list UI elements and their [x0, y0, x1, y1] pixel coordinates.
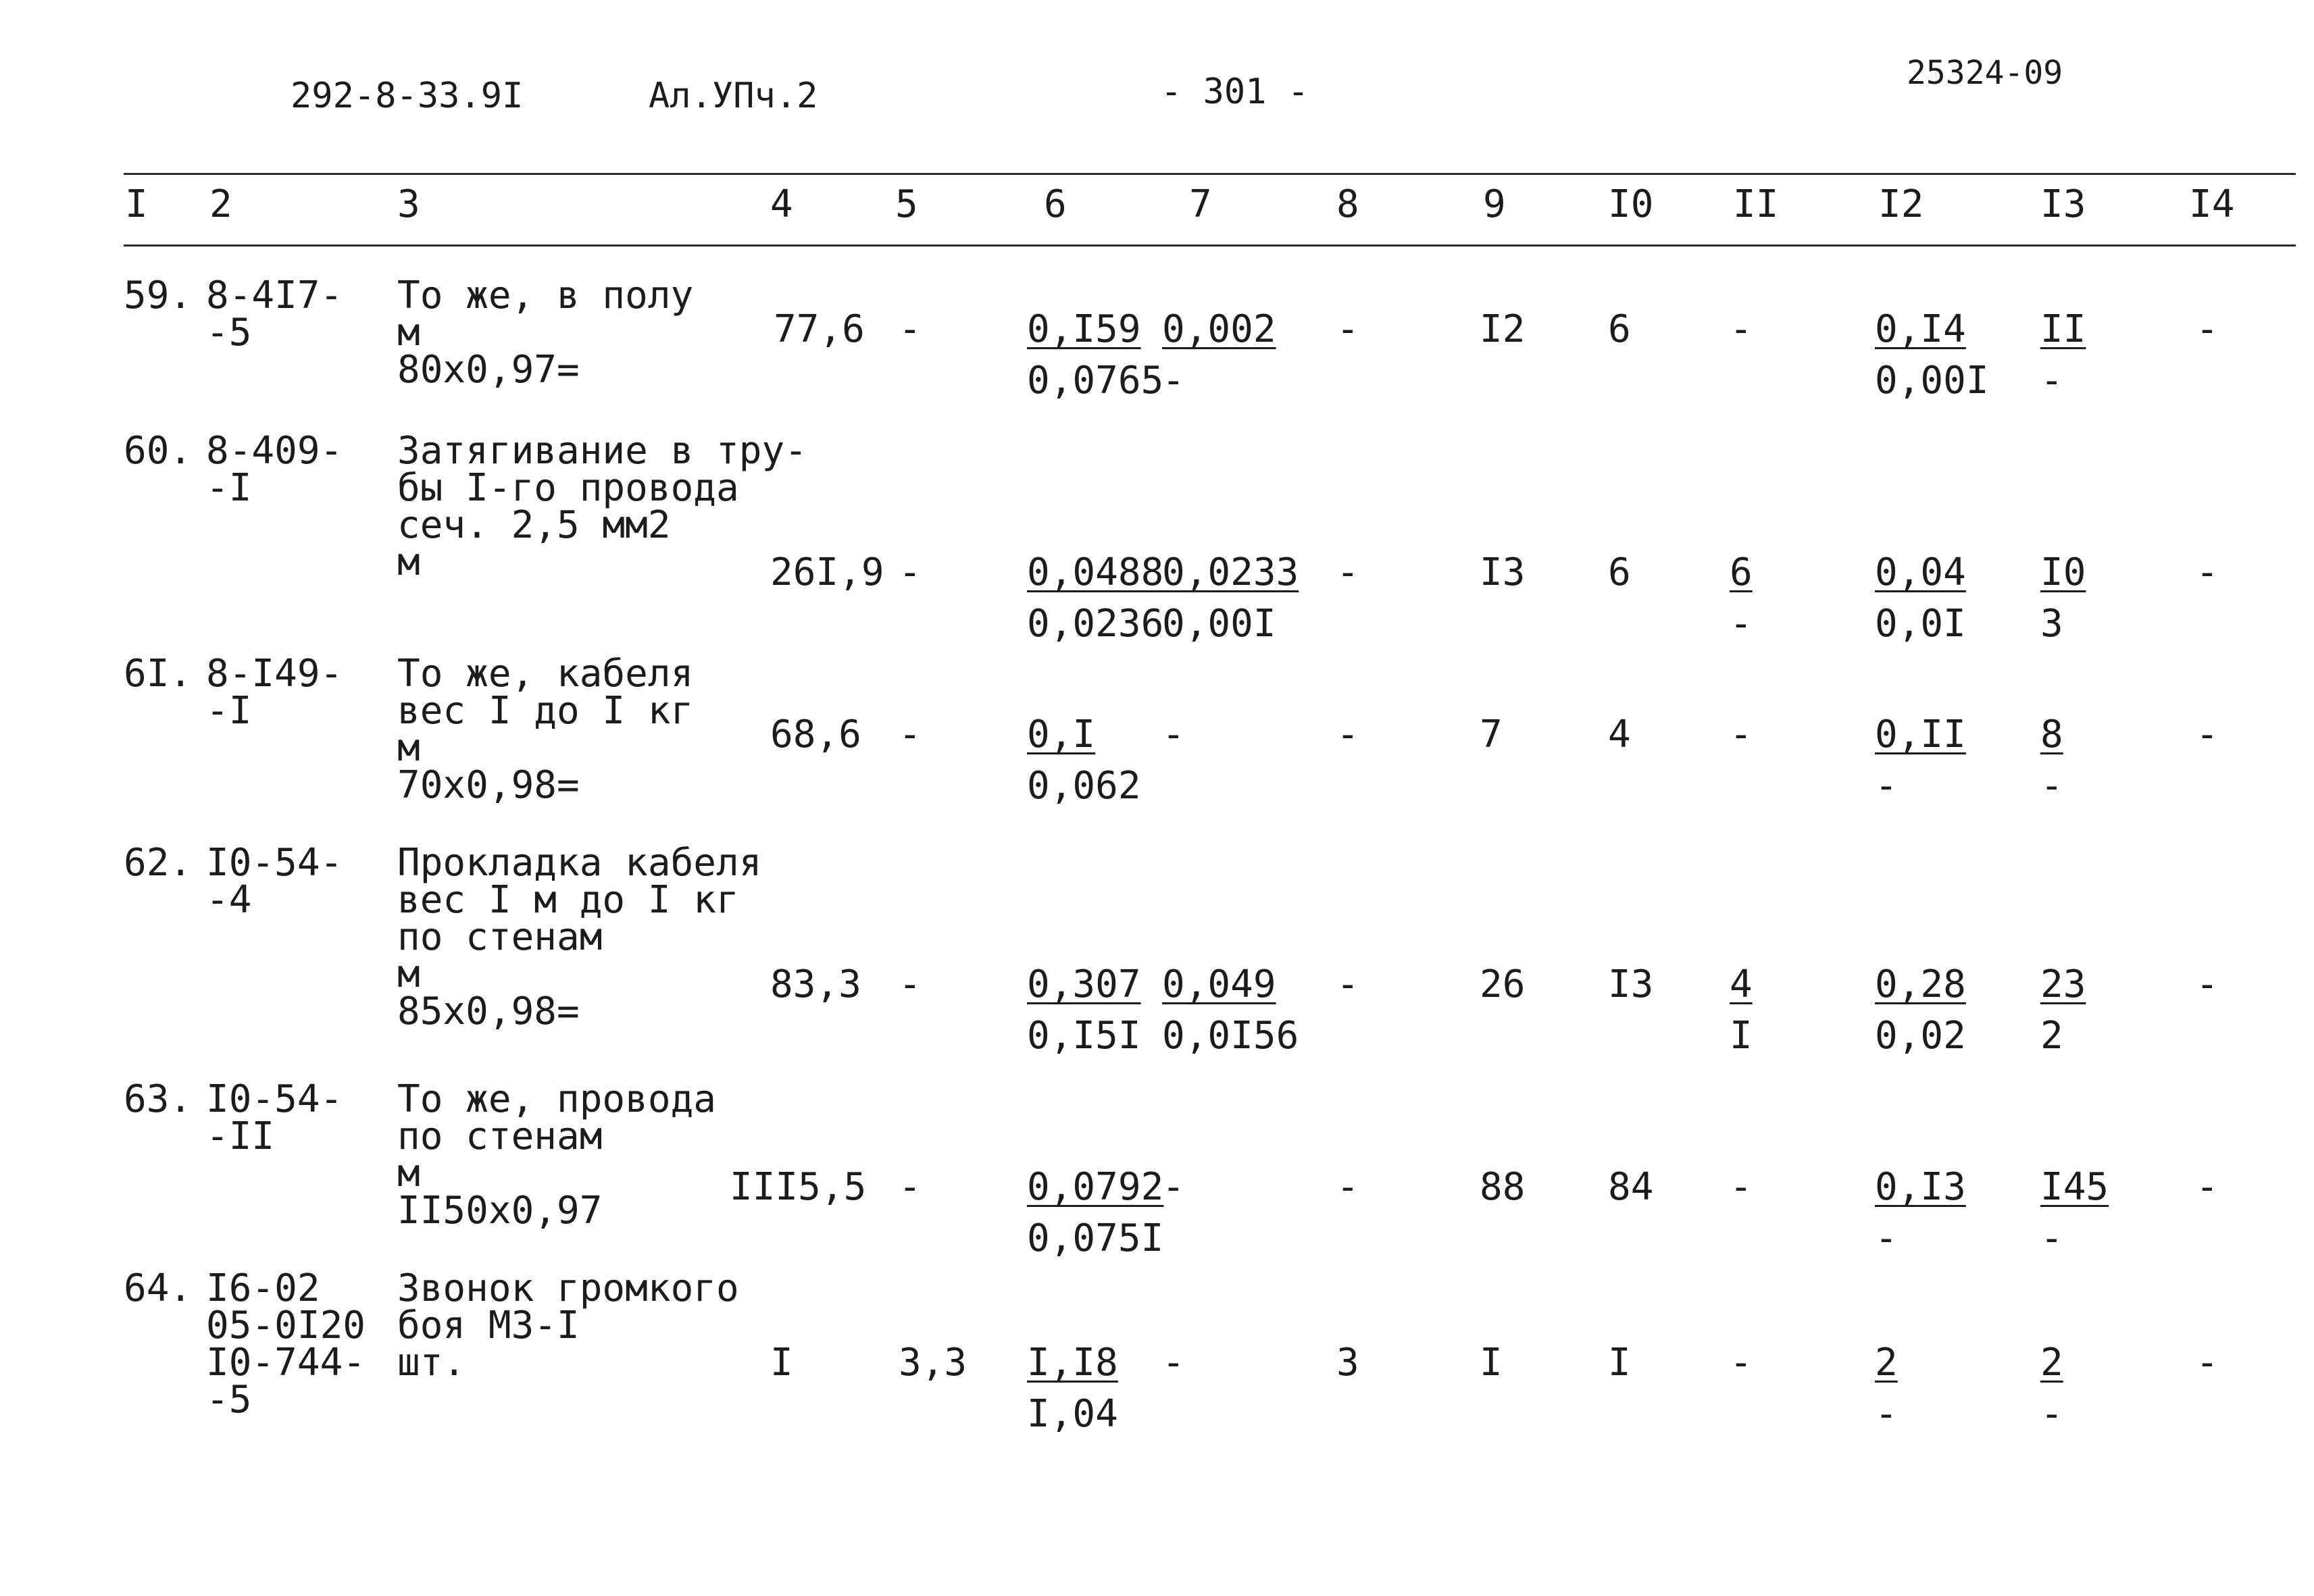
cell-col-7-top: 0,002 — [1162, 307, 1276, 351]
cell-col-10: 6 — [1608, 307, 1631, 351]
cell-col-12-bottom: - — [1875, 1216, 1898, 1260]
cell-col-11-top: - — [1730, 713, 1753, 756]
cell-col-10: 6 — [1608, 550, 1631, 594]
cell-col-11-bottom: I — [1730, 1014, 1753, 1058]
cell-col-12-top: 2 — [1875, 1341, 1898, 1385]
work-description: То же, в полу м 80х0,97= — [397, 274, 694, 392]
cell-col-9: I3 — [1480, 550, 1526, 594]
cell-col-11-bottom: - — [1730, 602, 1753, 646]
cell-col-13-top: I45 — [2040, 1165, 2109, 1209]
quantity: I — [770, 1341, 793, 1385]
cell-col-8: - — [1336, 713, 1359, 756]
cell-col-14: - — [2196, 1341, 2219, 1385]
cell-col-13-bottom: 2 — [2040, 1014, 2063, 1058]
cell-col-13-bottom: - — [2040, 359, 2063, 403]
quantity: 83,3 — [770, 962, 861, 1006]
cell-col-12-top: 0,II — [1875, 713, 1966, 756]
cell-col-7-top: 0,0233 — [1162, 550, 1299, 594]
cell-col-6-bottom: 0,075I — [1027, 1216, 1164, 1260]
cell-col-12-top: 0,28 — [1875, 962, 1966, 1006]
document-code: 292-8-33.9I — [291, 76, 524, 116]
cell-col-5: - — [899, 550, 922, 594]
rate-code: 8-409- -I — [206, 429, 343, 510]
cell-col-12-top: 0,I4 — [1875, 307, 1966, 351]
cell-col-13-bottom: 3 — [2040, 602, 2063, 646]
work-description: Прокладка кабеля вес I м до I кг по стенам м 85х0,98= — [397, 841, 762, 1033]
cell-col-13-bottom: - — [2040, 764, 2063, 808]
cell-col-6-top: 0,I — [1027, 713, 1096, 756]
cell-col-7-bottom: 0,00I — [1162, 602, 1276, 646]
work-description: То же, провода по стенам м II50х0,97 — [397, 1077, 717, 1233]
cell-col-14: - — [2196, 1165, 2219, 1209]
cell-col-9: 88 — [1480, 1165, 1526, 1209]
table-top-rule — [124, 173, 2296, 175]
cell-col-13-top: I0 — [2040, 550, 2086, 594]
column-header-13: I3 — [2040, 182, 2086, 226]
column-header-8: 8 — [1336, 182, 1359, 226]
cell-col-12-bottom: 0,0I — [1875, 602, 1966, 646]
table-header-rule — [124, 244, 2296, 247]
cell-col-10: 4 — [1608, 713, 1631, 756]
cell-col-11-top: 4 — [1730, 962, 1753, 1006]
cell-col-13-top: 8 — [2040, 713, 2063, 756]
cell-col-10: I — [1608, 1341, 1631, 1385]
cell-col-14: - — [2196, 962, 2219, 1006]
cell-col-6-top: 0,0792 — [1027, 1165, 1164, 1209]
cell-col-10: I3 — [1608, 962, 1654, 1006]
column-header-12: I2 — [1878, 182, 1924, 226]
cell-col-7-top: - — [1162, 713, 1185, 756]
cell-col-6-bottom: I,04 — [1027, 1392, 1118, 1436]
work-description: Затягивание в тру- бы I-го провода сеч. 2,5 мм2 м — [397, 429, 807, 584]
cell-col-12-top: 0,I3 — [1875, 1165, 1966, 1209]
cell-col-8: - — [1336, 550, 1359, 594]
row-number: 63. — [124, 1077, 193, 1121]
cell-col-12-top: 0,04 — [1875, 550, 1966, 594]
quantity: III5,5 — [730, 1165, 867, 1209]
cell-col-13-bottom: - — [2040, 1392, 2063, 1436]
column-header-11: II — [1733, 182, 1779, 226]
cell-col-7-top: - — [1162, 1341, 1185, 1385]
cell-col-6-bottom: 0,0765 — [1027, 359, 1164, 403]
album-reference: Ал.УПч.2 — [649, 76, 818, 116]
cell-col-9: I2 — [1480, 307, 1526, 351]
work-description: Звонок громкого боя МЗ-I шт. — [397, 1266, 739, 1385]
cell-col-13-top: 2 — [2040, 1341, 2063, 1385]
cell-col-6-top: I,I8 — [1027, 1341, 1118, 1385]
row-number: 59. — [124, 274, 193, 317]
column-header-2: 2 — [209, 182, 232, 226]
cell-col-9: 7 — [1480, 713, 1503, 756]
column-header-3: 3 — [397, 182, 420, 226]
cell-col-14: - — [2196, 550, 2219, 594]
cell-col-6-top: 0,307 — [1027, 962, 1141, 1006]
column-header-6: 6 — [1044, 182, 1067, 226]
column-header-9: 9 — [1483, 182, 1506, 226]
cell-col-13-bottom: - — [2040, 1216, 2063, 1260]
page-number: - 301 - — [1161, 72, 1309, 112]
rate-code: 8-4I7- -5 — [206, 274, 343, 355]
cell-col-8: - — [1336, 962, 1359, 1006]
cell-col-12-bottom: - — [1875, 764, 1898, 808]
cell-col-6-bottom: 0,062 — [1027, 764, 1141, 808]
cell-col-7-top: 0,049 — [1162, 962, 1276, 1006]
column-header-4: 4 — [770, 182, 793, 226]
cell-col-7-bottom: - — [1162, 359, 1185, 403]
cell-col-11-top: - — [1730, 1341, 1753, 1385]
column-header-7: 7 — [1189, 182, 1212, 226]
row-number: 64. — [124, 1266, 193, 1310]
cell-col-6-top: 0,I59 — [1027, 307, 1141, 351]
rate-code: 8-I49- -I — [206, 652, 343, 733]
cell-col-9: 26 — [1480, 962, 1526, 1006]
cell-col-5: 3,3 — [899, 1341, 967, 1385]
row-number: 6I. — [124, 652, 193, 696]
cell-col-11-top: - — [1730, 1165, 1753, 1209]
rate-code: I6-02 05-0I20 I0-744- -5 — [206, 1266, 366, 1422]
cell-col-5: - — [899, 1165, 922, 1209]
column-header-10: I0 — [1608, 182, 1654, 226]
cell-col-9: I — [1480, 1341, 1503, 1385]
cell-col-6-bottom: 0,0236 — [1027, 602, 1164, 646]
cell-col-13-top: 23 — [2040, 962, 2086, 1006]
cell-col-10: 84 — [1608, 1165, 1654, 1209]
quantity: 26I,9 — [770, 550, 884, 594]
cell-col-6-bottom: 0,I5I — [1027, 1014, 1141, 1058]
cell-col-11-top: 6 — [1730, 550, 1753, 594]
cell-col-12-bottom: 0,00I — [1875, 359, 1989, 403]
cell-col-12-bottom: 0,02 — [1875, 1014, 1966, 1058]
work-description: То же, кабеля вес I до I кг м 70х0,98= — [397, 652, 694, 807]
cell-col-14: - — [2196, 307, 2219, 351]
cell-col-8: - — [1336, 307, 1359, 351]
cell-col-11-top: - — [1730, 307, 1753, 351]
column-header-14: I4 — [2189, 182, 2235, 226]
column-header-1: I — [125, 182, 148, 226]
cell-col-8: 3 — [1336, 1341, 1359, 1385]
quantity: 68,6 — [770, 713, 861, 756]
document-number: 25324-09 — [1907, 54, 2063, 92]
cell-col-7-top: - — [1162, 1165, 1185, 1209]
cell-col-13-top: II — [2040, 307, 2086, 351]
cell-col-5: - — [899, 713, 922, 756]
rate-code: I0-54- -4 — [206, 841, 343, 922]
cell-col-5: - — [899, 962, 922, 1006]
cell-col-7-bottom: 0,0I56 — [1162, 1014, 1299, 1058]
cell-col-5: - — [899, 307, 922, 351]
cell-col-6-top: 0,0488 — [1027, 550, 1164, 594]
column-header-5: 5 — [895, 182, 918, 226]
cell-col-8: - — [1336, 1165, 1359, 1209]
cell-col-14: - — [2196, 713, 2219, 756]
quantity: 77,6 — [774, 307, 865, 351]
rate-code: I0-54- -II — [206, 1077, 343, 1158]
row-number: 62. — [124, 841, 193, 885]
cell-col-12-bottom: - — [1875, 1392, 1898, 1436]
row-number: 60. — [124, 429, 193, 473]
